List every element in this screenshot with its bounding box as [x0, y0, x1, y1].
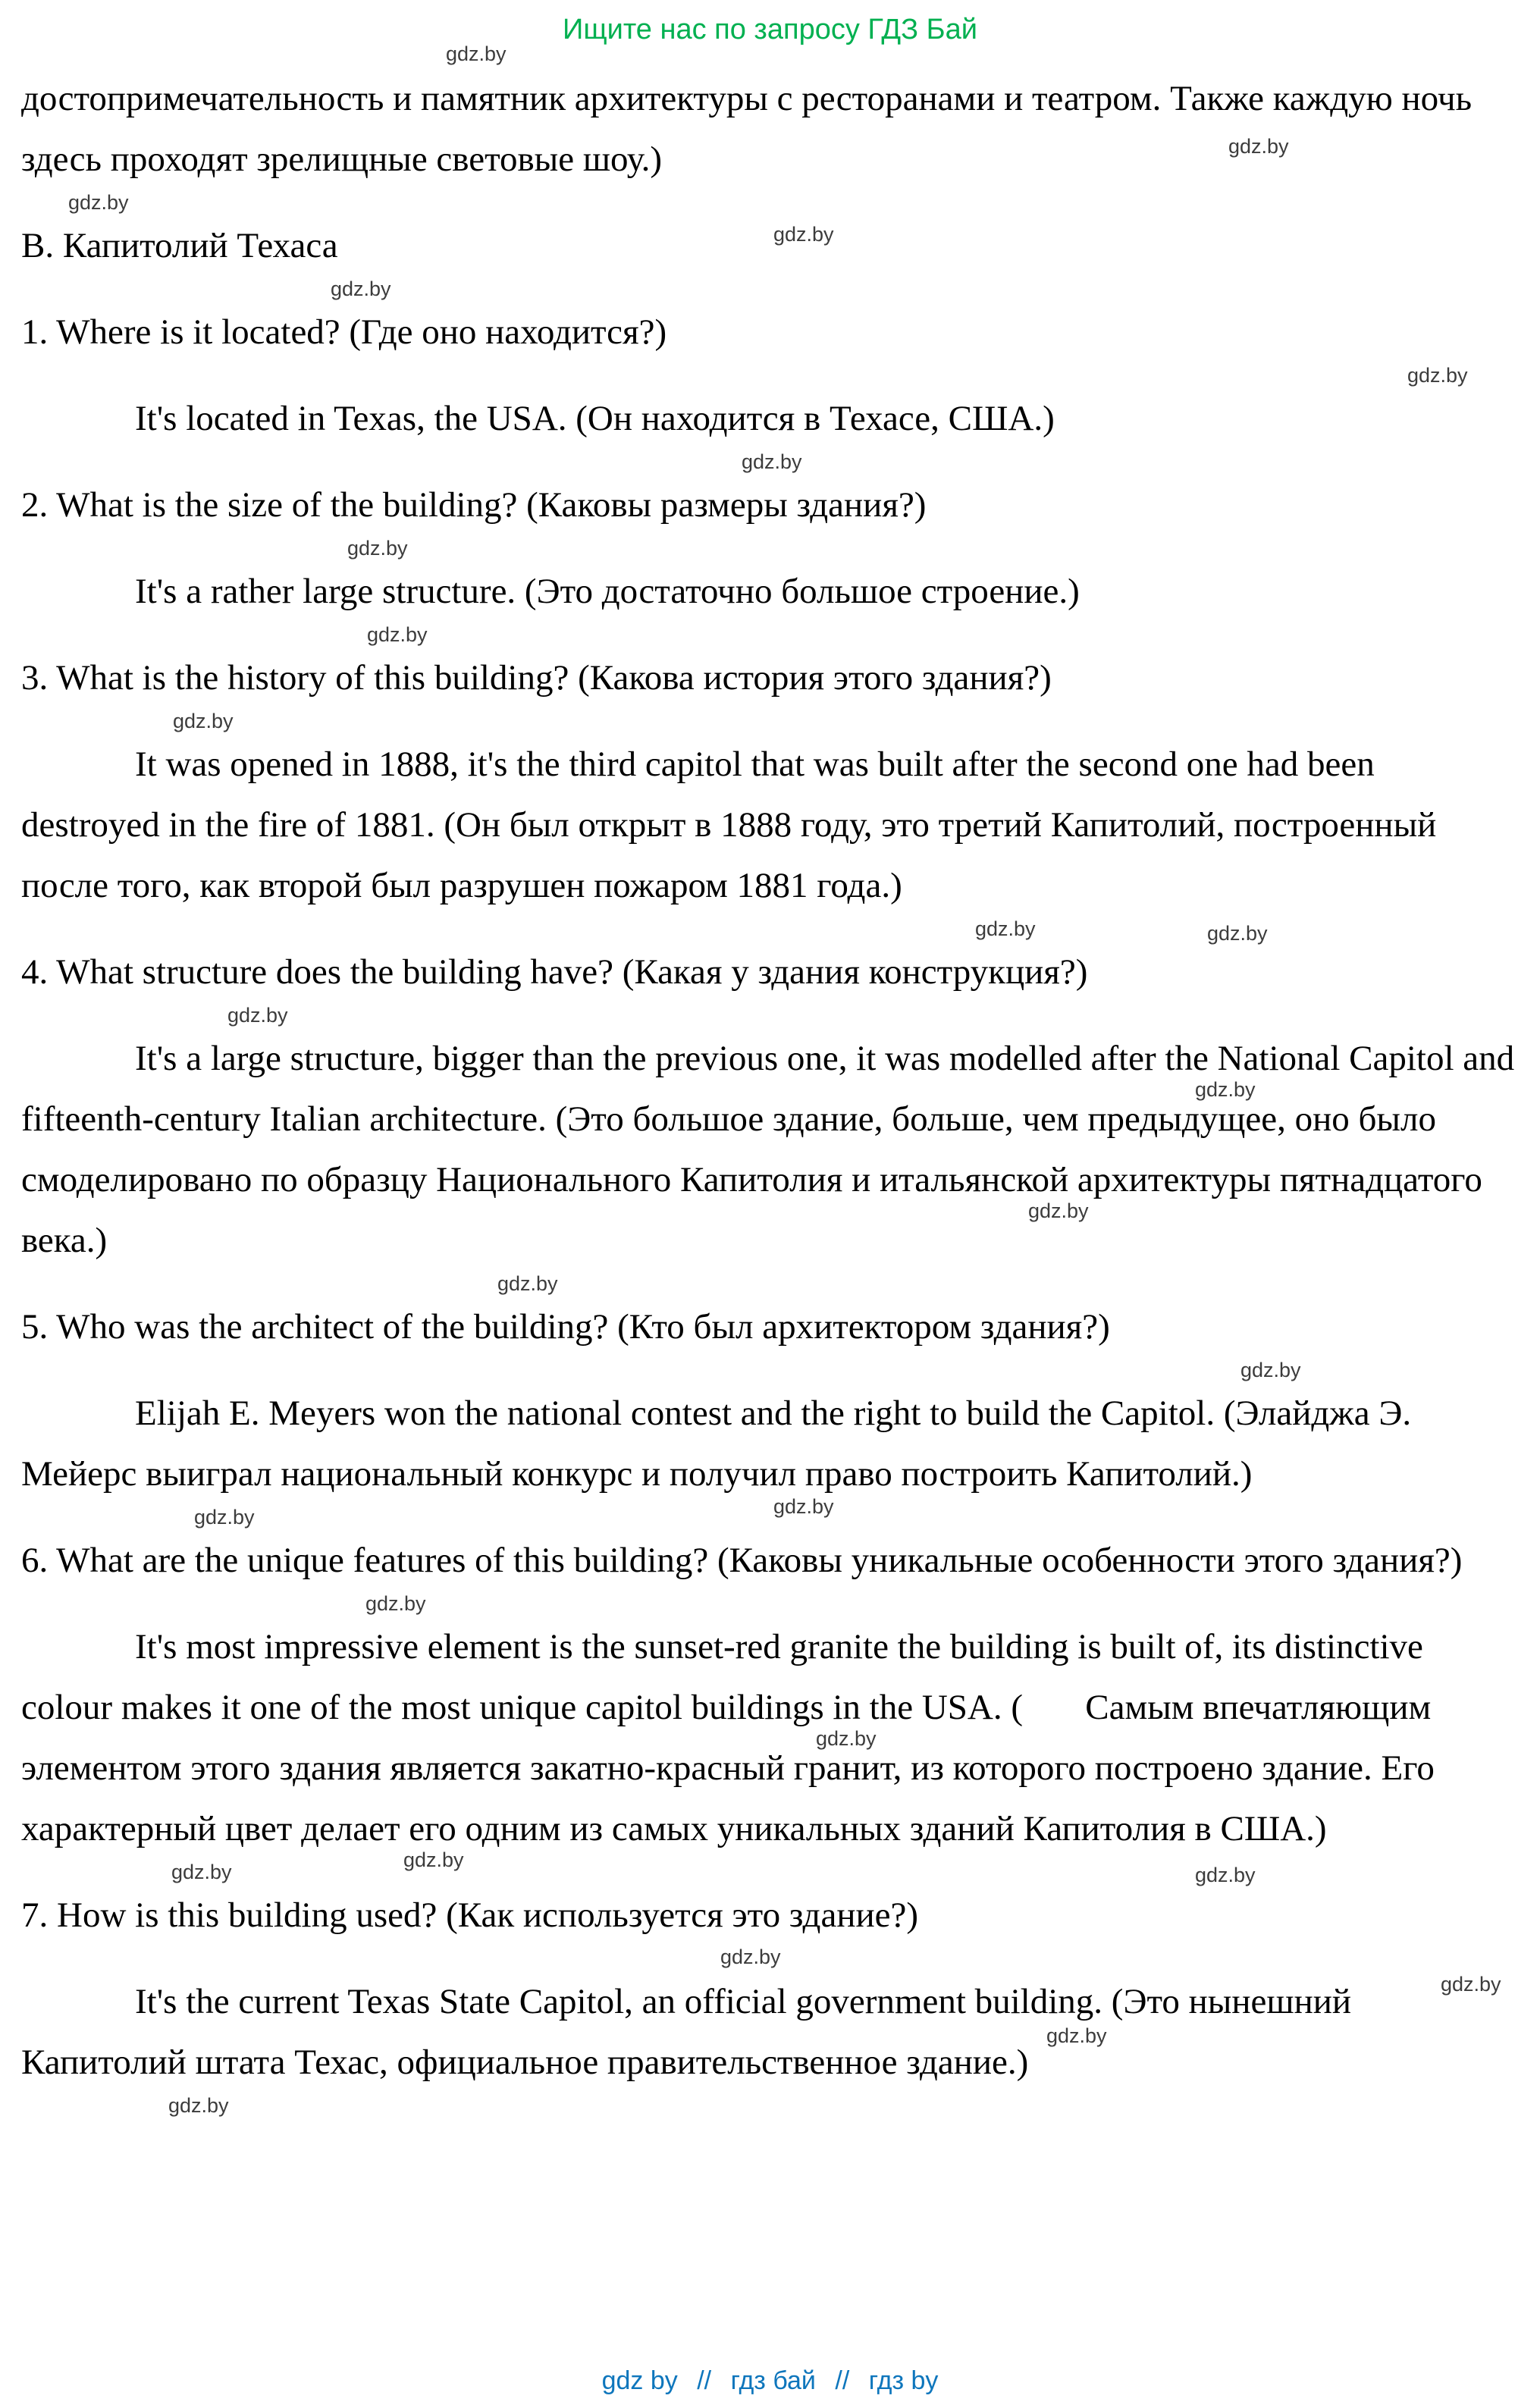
question-paragraph [21, 1505, 1519, 1591]
answer-text: It's the current Texas State Capitol, an official government building. (Это нынешний Капитолий штата Техас, официальное правительственное здание.) [21, 1981, 1360, 2082]
gdz-watermark: gdz.by [227, 1003, 288, 1027]
question-text: 1. Where is it located? (Где оно находится?) [21, 312, 667, 352]
answer-text: It's located in Texas, the USA. (Он находится в Техасе, США.) [135, 398, 1055, 438]
gdz-watermark: gdz.by [446, 42, 507, 65]
intro-paragraph [21, 42, 1519, 190]
footer-link[interactable]: гдз by [868, 2366, 939, 2395]
gdz-watermark: gdz.by [497, 1271, 558, 1295]
section-title-text: B. Капитолий Техаса [21, 225, 338, 265]
gdz-watermark: gdz.by [68, 190, 129, 214]
gdz-watermark: gdz.by [1441, 1972, 1501, 1996]
question-paragraph [21, 622, 1519, 708]
gdz-watermark: gdz.by [347, 536, 408, 560]
gdz-watermark: gdz.by [773, 1494, 834, 1518]
gdz-watermark: gdz.by [331, 277, 391, 300]
answer-paragraph [21, 1945, 1519, 2117]
question-text: 4. What structure does the building have? (Какая у здания конструкция?) [21, 952, 1088, 992]
promo-banner: Ищите нас по запросу ГДЗ Бай [563, 14, 977, 45]
answer-paragraph [21, 363, 1519, 449]
answer-paragraph [21, 1003, 1523, 1271]
answer-paragraph [21, 709, 1519, 945]
gdz-watermark: gdz.by [975, 917, 1036, 940]
question-text: 3. What is the history of this building? (Какова история этого здания?) [21, 657, 1052, 698]
question-text: 2. What is the size of the building? (Каковы размеры здания?) [21, 484, 927, 525]
gdz-watermark: gdz.by [365, 1591, 426, 1615]
answer-text: It's most impressive element is the sunset-red granite the building is built of, its distinctive colour makes it one of the most unique capitol buildings in the USA. ( Самым впечатляющим элементом этого здания является закатно-красный гранит, из которого построено здание. Его характерный цвет делает его одним из самых уникальных зданий Капитолия в США.) [21, 1626, 1444, 1848]
question-paragraph [21, 277, 1519, 362]
gdz-watermark: gdz.by [171, 1860, 232, 1883]
gdz-watermark: gdz.by [816, 1726, 877, 1750]
footer-separator: // [697, 2366, 712, 2395]
gdz-watermark: gdz.by [1207, 921, 1268, 945]
section-title [21, 190, 1519, 276]
question-paragraph [21, 1860, 1519, 1946]
answer-text: It was opened in 1888, it's the third capitol that was built after the second one had been destroyed in the fire of 1881. (Он был открыт в 1888 году, это третий Капитолий, построенный после того, как второй был разрушен пожаром 1881 года.) [21, 744, 1446, 905]
question-paragraph [21, 1271, 1519, 1357]
gdz-watermark: gdz.by [168, 2093, 229, 2117]
question-paragraph [21, 450, 1519, 535]
document-body [0, 42, 1540, 2117]
gdz-watermark: gdz.by [403, 1848, 464, 1871]
footer-separator: // [835, 2366, 850, 2395]
gdz-watermark: gdz.by [1028, 1199, 1089, 1222]
footer-links [0, 2366, 1540, 2396]
question-text: 7. How is this building used? (Как используется это здание?) [21, 1895, 919, 1935]
gdz-watermark: gdz.by [742, 450, 802, 473]
question-text: 5. Who was the architect of the building? (Кто был архитектором здания?) [21, 1306, 1110, 1347]
gdz-watermark: gdz.by [1407, 363, 1468, 387]
gdz-watermark: gdz.by [1195, 1863, 1256, 1886]
gdz-watermark: gdz.by [367, 622, 428, 646]
gdz-watermark: gdz.by [173, 709, 234, 732]
gdz-watermark: gdz.by [1240, 1358, 1301, 1381]
answer-paragraph [21, 536, 1519, 622]
gdz-watermark: gdz.by [773, 222, 834, 246]
gdz-watermark: gdz.by [194, 1505, 255, 1529]
footer-link[interactable]: гдз бай [730, 2366, 816, 2395]
answer-text: Elijah E. Meyers won the national contest and the right to build the Capitol. (Элайджа Э. Мейерс выиграл национальный конкурс и получил право построить Капитолий.) [21, 1393, 1420, 1494]
intro-text: достопримечательность и памятник архитектуры с ресторанами и театром. Также каждую ночь здесь проходят зрелищные световые шоу.) [21, 78, 1481, 179]
footer-link[interactable]: gdz by [601, 2366, 678, 2395]
gdz-watermark: gdz.by [720, 1945, 781, 1968]
question-text: 6. What are the unique features of this building? (Каковы уникальные особенности этого здания?) [21, 1540, 1463, 1580]
answer-paragraph [21, 1358, 1519, 1518]
question-paragraph [21, 917, 1519, 1002]
gdz-watermark: gdz.by [1046, 2024, 1107, 2047]
gdz-watermark: gdz.by [1228, 134, 1289, 158]
answer-paragraph [21, 1591, 1519, 1871]
answer-text: It's a large structure, bigger than the previous one, it was modelled after the National Capitol and fifteenth-century Italian architecture. (Это большое здание, больше, чем предыдущее, оно было смоделировано по образцу Национального Капитолия и итальянской архитектуры пятнадцатого века.) [21, 1038, 1523, 1260]
answer-text: It's a rather large structure. (Это достаточно большое строение.) [135, 571, 1080, 611]
gdz-watermark: gdz.by [1195, 1077, 1256, 1101]
